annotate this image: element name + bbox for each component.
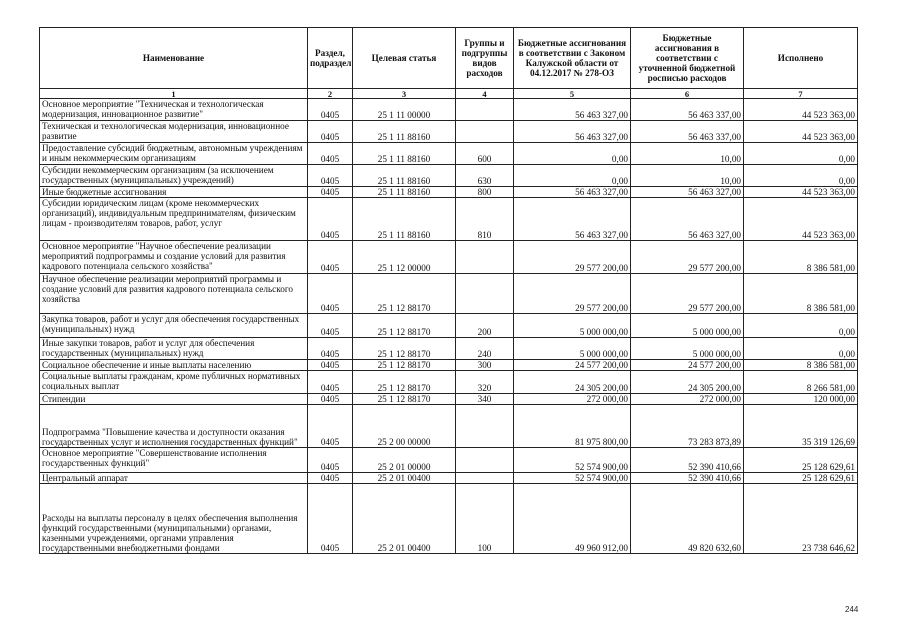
table-row: [40, 473, 858, 484]
row-law: 56 463 327,00: [514, 198, 631, 241]
row-group: 630: [456, 165, 514, 187]
row-group: 600: [456, 143, 514, 165]
header-groups: Группы и подгруппы видов расходов: [456, 28, 514, 89]
row-refined: 56 463 327,00: [631, 198, 744, 241]
header-executed: Исполнено: [744, 28, 858, 89]
row-refined: 272 000,00: [631, 394, 744, 405]
table-row: [40, 394, 858, 405]
row-section: 0405: [308, 360, 353, 371]
row-name: Техническая и технологическая модернизация, инновационное развитие: [40, 121, 308, 143]
column-numbers-row: [40, 89, 858, 99]
row-target: 25 1 12 88170: [353, 274, 456, 314]
table-row: [40, 121, 858, 143]
row-executed: 25 128 629,61: [744, 448, 858, 473]
row-executed: 44 523 363,00: [744, 99, 858, 121]
table-row: [40, 448, 858, 473]
row-refined: 52 390 410,66: [631, 448, 744, 473]
row-refined: 73 283 873,89: [631, 405, 744, 448]
row-name: Подпрограмма "Повышение качества и доступности оказания государственных услуг и исполнения государственных функций": [40, 405, 308, 448]
table-row: [40, 338, 858, 360]
row-group: 340: [456, 394, 514, 405]
row-refined: 56 463 327,00: [631, 187, 744, 198]
row-name: Предоставление субсидий бюджетным, автономным учреждениям и иным некоммерческим организациям: [40, 143, 308, 165]
row-target: 25 2 01 00400: [353, 473, 456, 484]
row-refined: 52 390 410,66: [631, 473, 744, 484]
row-executed: 44 523 363,00: [744, 198, 858, 241]
row-refined: 29 577 200,00: [631, 241, 744, 274]
table-row: [40, 143, 858, 165]
table-row: [40, 360, 858, 371]
row-refined: 5 000 000,00: [631, 314, 744, 338]
row-name: Иные закупки товаров, работ и услуг для обеспечения государственных (муниципальных) нужд: [40, 338, 308, 360]
row-executed: 23 738 646,62: [744, 484, 858, 554]
row-group: 100: [456, 484, 514, 554]
table-row: [40, 187, 858, 198]
row-target: 25 1 11 88160: [353, 165, 456, 187]
column-number: 4: [456, 89, 514, 99]
table-row: [40, 314, 858, 338]
row-target: 25 1 12 88170: [353, 338, 456, 360]
row-name: Основное мероприятие "Совершенствование исполнения государственных функций": [40, 448, 308, 473]
row-target: 25 1 11 88160: [353, 187, 456, 198]
row-group: 810: [456, 198, 514, 241]
row-law: 56 463 327,00: [514, 99, 631, 121]
header-name: Наименование: [40, 28, 308, 89]
row-executed: 35 319 126,69: [744, 405, 858, 448]
row-name: Научное обеспечение реализации мероприятий программы и создание условий для развития кадрового потенциала сельского хозяйства: [40, 274, 308, 314]
row-refined: 5 000 000,00: [631, 338, 744, 360]
row-section: 0405: [308, 241, 353, 274]
row-executed: 8 386 581,00: [744, 241, 858, 274]
row-section: 0405: [308, 198, 353, 241]
row-law: 52 574 900,00: [514, 448, 631, 473]
row-executed: 0,00: [744, 338, 858, 360]
row-name: Расходы на выплаты персоналу в целях обеспечения выполнения функций государственными (муниципальными) органами, казенными учреждениями, органами управления государственными внебюджетными фондами: [40, 484, 308, 554]
row-group: [456, 241, 514, 274]
table-row: [40, 241, 858, 274]
row-executed: 8 386 581,00: [744, 360, 858, 371]
row-target: 25 1 11 88160: [353, 121, 456, 143]
row-law: 29 577 200,00: [514, 274, 631, 314]
header-section: Раздел, подраздел: [308, 28, 353, 89]
row-executed: 120 000,00: [744, 394, 858, 405]
header-target: Целевая статья: [353, 28, 456, 89]
row-section: 0405: [308, 448, 353, 473]
row-section: 0405: [308, 99, 353, 121]
row-name: Социальные выплаты гражданам, кроме публичных нормативных социальных выплат: [40, 371, 308, 394]
row-executed: 0,00: [744, 143, 858, 165]
page-number: 244: [845, 605, 859, 614]
row-law: 56 463 327,00: [514, 187, 631, 198]
row-law: 0,00: [514, 165, 631, 187]
table-row: [40, 198, 858, 241]
row-target: 25 2 01 00400: [353, 484, 456, 554]
table-row: [40, 165, 858, 187]
row-group: 800: [456, 187, 514, 198]
column-number: 7: [744, 89, 858, 99]
row-target: 25 1 12 88170: [353, 394, 456, 405]
row-group: 320: [456, 371, 514, 394]
row-refined: 49 820 632,60: [631, 484, 744, 554]
row-executed: 0,00: [744, 165, 858, 187]
row-name: Основное мероприятие "Научное обеспечение реализации мероприятий подпрограммы и создание условий для развития кадрового потенциала сельского хозяйства": [40, 241, 308, 274]
row-law: 52 574 900,00: [514, 473, 631, 484]
header-law: Бюджетные ассигнования в соответствии с Законом Калужской области от 04.12.2017 № 278-ОЗ: [514, 28, 631, 89]
row-law: 49 960 912,00: [514, 484, 631, 554]
row-section: 0405: [308, 394, 353, 405]
row-section: 0405: [308, 484, 353, 554]
row-law: 24 577 200,00: [514, 360, 631, 371]
row-name: Субсидии юридическим лицам (кроме некоммерческих организаций), индивидуальным предпринимателям, физическим лицам - производителям товаров, работ, услуг: [40, 198, 308, 241]
row-section: 0405: [308, 165, 353, 187]
row-target: 25 1 11 00000: [353, 99, 456, 121]
row-name: Иные бюджетные ассигнования: [40, 187, 308, 198]
column-number: 5: [514, 89, 631, 99]
row-name: Центральный аппарат: [40, 473, 308, 484]
table-row: [40, 484, 858, 554]
row-target: 25 2 01 00000: [353, 448, 456, 473]
row-group: [456, 448, 514, 473]
row-section: 0405: [308, 473, 353, 484]
column-number: 6: [631, 89, 744, 99]
row-target: 25 1 12 88170: [353, 371, 456, 394]
row-target: 25 1 12 88170: [353, 314, 456, 338]
row-name: Закупка товаров, работ и услуг для обеспечения государственных (муниципальных) нужд: [40, 314, 308, 338]
row-law: 81 975 800,00: [514, 405, 631, 448]
row-group: 240: [456, 338, 514, 360]
row-executed: 44 523 363,00: [744, 121, 858, 143]
budget-table: [39, 27, 858, 554]
row-target: 25 1 11 88160: [353, 143, 456, 165]
row-group: 200: [456, 314, 514, 338]
column-number: 3: [353, 89, 456, 99]
row-section: 0405: [308, 187, 353, 198]
row-executed: 0,00: [744, 314, 858, 338]
row-law: 5 000 000,00: [514, 338, 631, 360]
row-law: 56 463 327,00: [514, 121, 631, 143]
row-law: 24 305 200,00: [514, 371, 631, 394]
row-section: 0405: [308, 121, 353, 143]
header-refined: Бюджетные ассигнования в соответствии с уточненной бюджетной росписью расходов: [631, 28, 744, 89]
row-target: 25 1 11 88160: [353, 198, 456, 241]
table-row: [40, 371, 858, 394]
row-group: [456, 274, 514, 314]
table-row: [40, 405, 858, 448]
table-row: [40, 99, 858, 121]
row-section: 0405: [308, 274, 353, 314]
row-target: 25 1 12 00000: [353, 241, 456, 274]
row-executed: 25 128 629,61: [744, 473, 858, 484]
row-name: Основное мероприятие "Техническая и технологическая модернизация, инновационное развитие": [40, 99, 308, 121]
row-refined: 56 463 337,00: [631, 121, 744, 143]
row-section: 0405: [308, 338, 353, 360]
header-row: [40, 28, 858, 89]
row-section: 0405: [308, 405, 353, 448]
row-law: 29 577 200,00: [514, 241, 631, 274]
row-target: 25 2 00 00000: [353, 405, 456, 448]
row-refined: 29 577 200,00: [631, 274, 744, 314]
row-section: 0405: [308, 371, 353, 394]
row-section: 0405: [308, 314, 353, 338]
row-law: 0,00: [514, 143, 631, 165]
row-law: 5 000 000,00: [514, 314, 631, 338]
row-group: 300: [456, 360, 514, 371]
column-number: 1: [40, 89, 308, 99]
column-number: 2: [308, 89, 353, 99]
row-name: Социальное обеспечение и иные выплаты населению: [40, 360, 308, 371]
row-refined: 56 463 337,00: [631, 99, 744, 121]
row-refined: 10,00: [631, 165, 744, 187]
row-refined: 10,00: [631, 143, 744, 165]
row-group: [456, 121, 514, 143]
row-name: Субсидии некоммерческим организациям (за исключением государственных (муниципальных) учреждений): [40, 165, 308, 187]
row-executed: 44 523 363,00: [744, 187, 858, 198]
table-row: [40, 274, 858, 314]
row-law: 272 000,00: [514, 394, 631, 405]
row-group: [456, 473, 514, 484]
row-group: [456, 405, 514, 448]
row-executed: 8 386 581,00: [744, 274, 858, 314]
row-refined: 24 305 200,00: [631, 371, 744, 394]
row-section: 0405: [308, 143, 353, 165]
row-executed: 8 266 581,00: [744, 371, 858, 394]
row-name: Стипендии: [40, 394, 308, 405]
row-target: 25 1 12 88170: [353, 360, 456, 371]
row-group: [456, 99, 514, 121]
row-refined: 24 577 200,00: [631, 360, 744, 371]
